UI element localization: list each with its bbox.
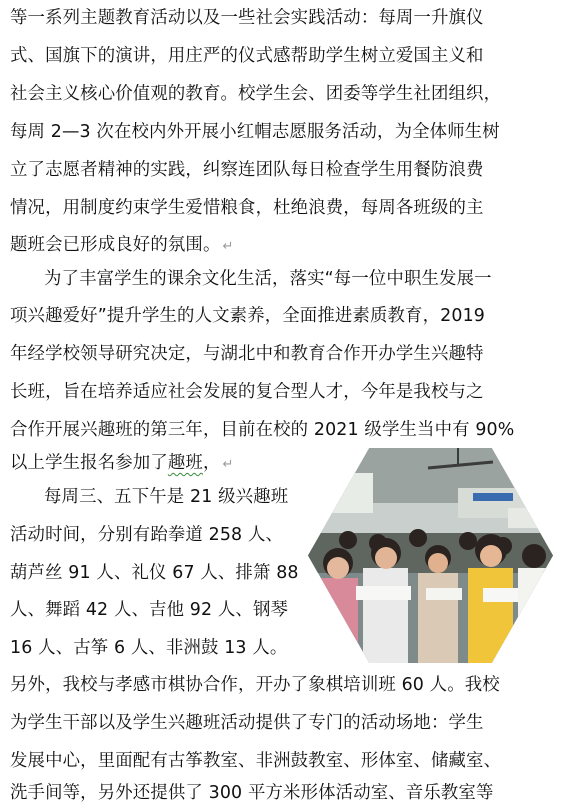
p1-line-3: 社会主义核心价值观的教育。校学生会、团委等学生社团组织， — [10, 84, 502, 104]
spellcheck-underlined-text: 趣班 — [167, 453, 203, 473]
p3-line-7: 为学生干部以及学生兴趣班活动提供了专门的活动场地：学生 — [10, 713, 484, 733]
p3-line-6: 另外，我校与孝感市棋协合作，开办了象棋培训班 60 人。我校 — [10, 675, 500, 695]
classroom-students-reading-photo-icon — [308, 448, 553, 663]
p1-line-6: 情况，用制度约束学生爱惜粮食，杜绝浪费，每周各班级的主 — [10, 198, 484, 218]
p1-line-4: 每周 2—3 次在校内外开展小红帽志愿服务活动，为全体师生树 — [10, 122, 500, 142]
p1-line-7 — [10, 227, 234, 263]
p2-line-4: 长班，旨在培养适应社会发展的复合型人才，今年是我校与之 — [10, 382, 484, 402]
p2-line-3: 年经学校领导研究决定，与湖北中和教育合作开办学生兴趣特 — [10, 344, 484, 364]
p3-line-3: 葫芦丝 91 人、礼仪 67 人、排箫 88 — [10, 563, 299, 583]
p3-line-5: 16 人、古筝 6 人、非洲鼓 13 人。 — [10, 638, 288, 658]
p2-end-punct: ， — [202, 453, 221, 473]
paragraph-mark-icon: ↵ — [222, 239, 234, 254]
p3-line-1: 每周三、五下午是 21 级兴趣班 — [44, 487, 289, 507]
p2-line-2: 项兴趣爱好”提升学生的人文素养，全面推进素质教育，2019 — [10, 306, 485, 326]
p3-line-2: 活动时间，分别有跆拳道 258 人、 — [10, 525, 284, 545]
p1-line-1: 等一系列主题教育活动以及一些社会实践活动：每周一升旗仪 — [10, 8, 484, 28]
paragraph-mark-icon: ↵ — [222, 457, 234, 472]
p2-line-1: 为了丰富学生的课余文化生活，落实“每一位中职生发展一 — [44, 269, 492, 289]
classroom-photo — [308, 448, 553, 663]
p3-line-4: 人、舞蹈 42 人、吉他 92 人、钢琴 — [10, 600, 289, 620]
p2-line-6 — [10, 445, 234, 481]
p1-line-2: 式、国旗下的演讲，用庄严的仪式感帮助学生树立爱国主义和 — [10, 46, 484, 66]
p2-line-5: 合作开展兴趣班的第三年，目前在校的 2021 级学生当中有 90% — [10, 420, 515, 440]
p3-line-9: 洗手间等，另外还提供了 300 平方米形体活动室、音乐教室等 — [10, 783, 494, 803]
p2-line-6-text: 以上学生报名参加了 — [10, 453, 168, 473]
p1-line-7-text: 题班会已形成良好的氛围。 — [10, 235, 221, 255]
p3-line-8: 发展中心，里面配有古筝教室、非洲鼓教室、形体室、储藏室、 — [10, 751, 502, 771]
p1-line-5: 立了志愿者精神的实践，纠察连团队每日检查学生用餐防浪费 — [10, 160, 484, 180]
